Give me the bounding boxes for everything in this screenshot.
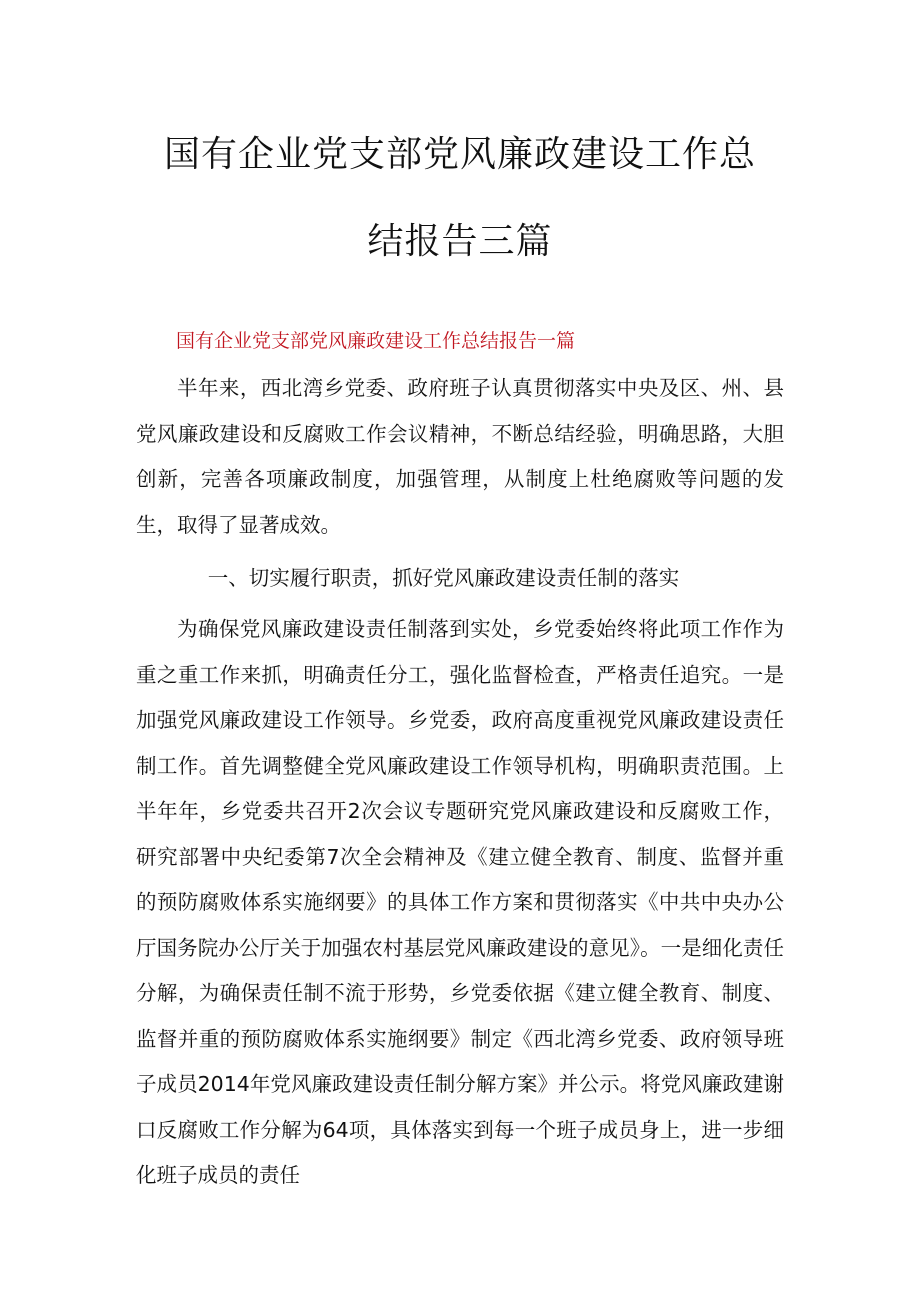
- document-title-line-2: 结报告三篇: [367, 221, 553, 262]
- section-heading-1: 一、切实履行职责，抓好党风廉政建设责任制的落实: [207, 566, 680, 590]
- paragraph-intro: 半年来，西北湾乡党委、政府班子认真贯彻落实中央及区、州、县党风廉政建设和反腐败工作会议精神，不断总结经验，明确思路，大胆创新，完善各项廉政制度，加强管理，从制度上杜绝腐败等问题的发生，取得了显著成效。: [136, 376, 784, 537]
- report-subheading: 国有企业党支部党风廉政建设工作总结报告一篇: [176, 330, 576, 352]
- paragraph-section-1: 为确保党风廉政建设责任制落到实处，乡党委始终将此项工作作为重之重工作来抓，明确责任分工，强化监督检查，严格责任追究。一是加强党风廉政建设工作领导。乡党委，政府高度重视党风廉政建设责任制工作。首先调整健全党风廉政建设工作领导机构，明确职责范围。上半年年，乡党委共召开2次会议专题研究党风廉政建设和反腐败工作，研究部署中央纪委第7次全会精神及《建立健全教育、制度、监督并重的预防腐败体系实施纲要》的具体工作方案和贯彻落实《中共中央办公厅国务院办公厅关于加强农村基层党风廉政建设的意见》。一是细化责任分解，为确保责任制不流于形势，乡党委依据《建立健全教育、制度、监督并重的预防腐败体系实施纲要》制定《西北湾乡党委、政府领导班子成员2014年党风廉政建设责任制分解方案》并公示。将党风廉政建谢口反腐败工作分解为64项，具体落实到每一个班子成员身上，进一步细化班子成员的责任: [136, 617, 784, 1187]
- document-title-line-1: 国有企业党支部党风廉政建设工作总: [163, 134, 756, 175]
